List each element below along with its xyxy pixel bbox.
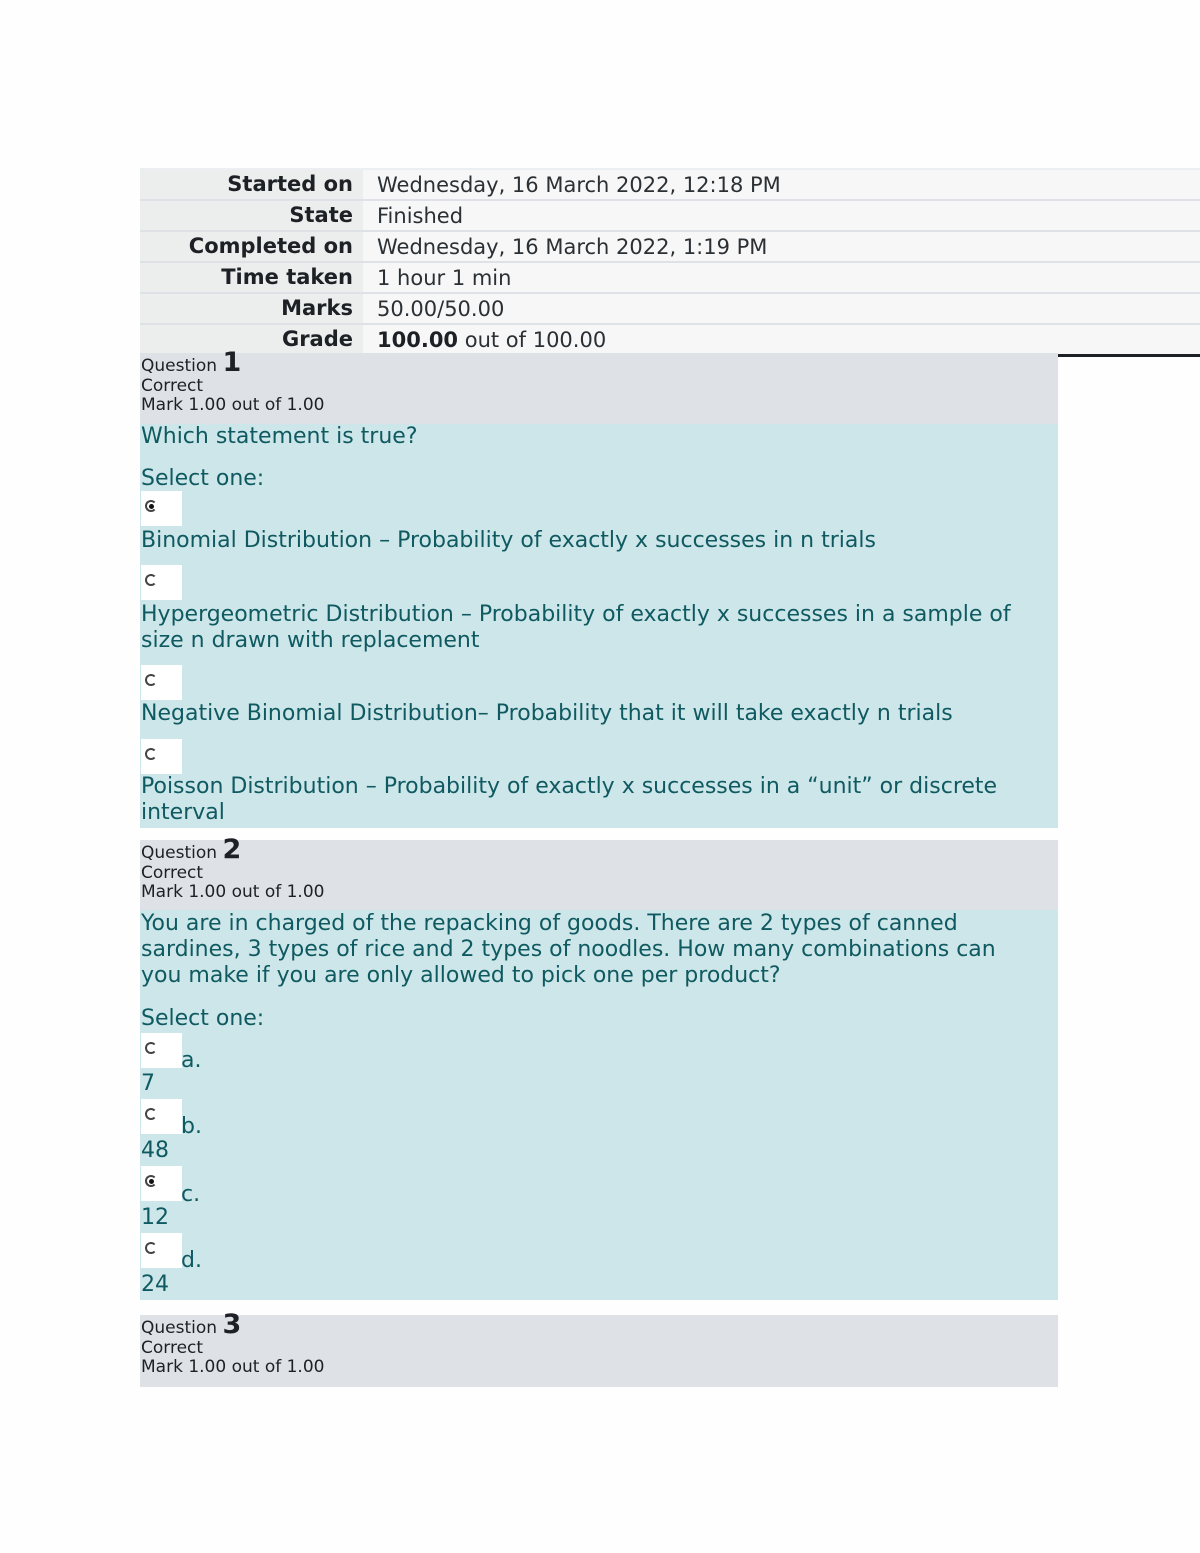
summary-label: State — [140, 201, 363, 230]
option-radio-cell[interactable] — [141, 1233, 182, 1268]
option-label[interactable]: Binomial Distribution – Probability of exactly x successes in n trials — [141, 528, 876, 553]
radio-button-checked[interactable] — [145, 500, 157, 512]
question-text: Which statement is true? — [141, 424, 418, 449]
question-state: Correct — [141, 1338, 204, 1358]
question-state: Correct — [141, 863, 204, 883]
summary-row-completed — [140, 230, 1200, 261]
radio-button[interactable] — [145, 674, 157, 686]
option-letter: a. — [181, 1048, 202, 1073]
summary-value: 50.00/50.00 — [377, 296, 505, 321]
summary-row-marks — [140, 292, 1200, 323]
summary-value: 1 hour 1 min — [377, 265, 512, 290]
question-grade: Mark 1.00 out of 1.00 — [141, 395, 325, 415]
option-radio-cell[interactable] — [141, 665, 182, 700]
option-label[interactable]: 48 — [141, 1138, 169, 1163]
question-1-info — [140, 347, 1058, 424]
option-letter: c. — [181, 1182, 201, 1207]
question-state: Correct — [141, 376, 204, 396]
option-radio-cell[interactable] — [141, 565, 182, 600]
option-letter: b. — [181, 1114, 202, 1139]
radio-button[interactable] — [145, 1042, 157, 1054]
radio-button-checked[interactable] — [145, 1175, 157, 1187]
summary-value: Wednesday, 16 March 2022, 1:19 PM — [377, 234, 768, 259]
summary-row-state — [140, 199, 1200, 230]
summary-label: Grade — [140, 325, 363, 354]
radio-button[interactable] — [145, 1108, 157, 1120]
question-number: 1 — [222, 347, 242, 378]
summary-label: Time taken — [140, 263, 363, 292]
question-3-info — [140, 1309, 1058, 1387]
option-label[interactable]: Hypergeometric Distribution – Probability of exactly x successes in a sample of size n drawn with replacement — [141, 602, 1011, 653]
summary-row-started — [140, 168, 1200, 199]
question-number: 3 — [222, 1309, 242, 1340]
option-label[interactable]: Negative Binomial Distribution– Probability that it will take exactly n trials — [141, 701, 953, 726]
option-label[interactable]: 7 — [141, 1071, 155, 1096]
question-1-content — [140, 424, 1058, 828]
question-label: Question — [141, 356, 218, 376]
option-label[interactable]: 12 — [141, 1205, 169, 1230]
grade-score: 100.00 — [377, 327, 459, 352]
question-label: Question — [141, 843, 218, 863]
option-label[interactable]: Poisson Distribution – Probability of exactly x successes in a “unit” or discrete interval — [141, 774, 998, 825]
summary-value: Finished — [377, 203, 464, 228]
summary-row-time-taken — [140, 261, 1200, 292]
question-grade: Mark 1.00 out of 1.00 — [141, 882, 325, 902]
option-radio-cell[interactable] — [141, 1166, 182, 1201]
radio-button[interactable] — [145, 574, 157, 586]
summary-value — [363, 328, 606, 352]
question-2-content — [140, 910, 1058, 1300]
option-radio-cell[interactable] — [141, 491, 182, 526]
summary-label: Marks — [140, 294, 363, 323]
radio-button[interactable] — [145, 1242, 157, 1254]
question-number: 2 — [222, 834, 242, 865]
summary-label: Completed on — [140, 232, 363, 261]
select-one-prompt: Select one: — [141, 466, 265, 491]
option-radio-cell[interactable] — [141, 1099, 182, 1134]
option-letter: d. — [181, 1248, 202, 1273]
summary-value: Wednesday, 16 March 2022, 12:18 PM — [377, 172, 781, 197]
option-radio-cell[interactable] — [141, 1033, 182, 1068]
question-grade: Mark 1.00 out of 1.00 — [141, 1357, 325, 1377]
question-text: You are in charged of the repacking of goods. There are 2 types of canned sardines, 3 types of rice and 2 types of noodles. How many combinations can you make if you are only allowed to pick one per product? — [141, 911, 996, 988]
option-radio-cell[interactable] — [141, 739, 182, 774]
question-label: Question — [141, 1318, 218, 1338]
select-one-prompt: Select one: — [141, 1006, 265, 1031]
grade-total: out of 100.00 — [458, 327, 607, 352]
question-2-info — [140, 834, 1058, 910]
summary-label: Started on — [140, 170, 363, 199]
radio-button[interactable] — [145, 748, 157, 760]
attempt-summary-table — [140, 168, 1200, 357]
option-label[interactable]: 24 — [141, 1272, 169, 1297]
summary-row-grade — [140, 323, 1200, 357]
